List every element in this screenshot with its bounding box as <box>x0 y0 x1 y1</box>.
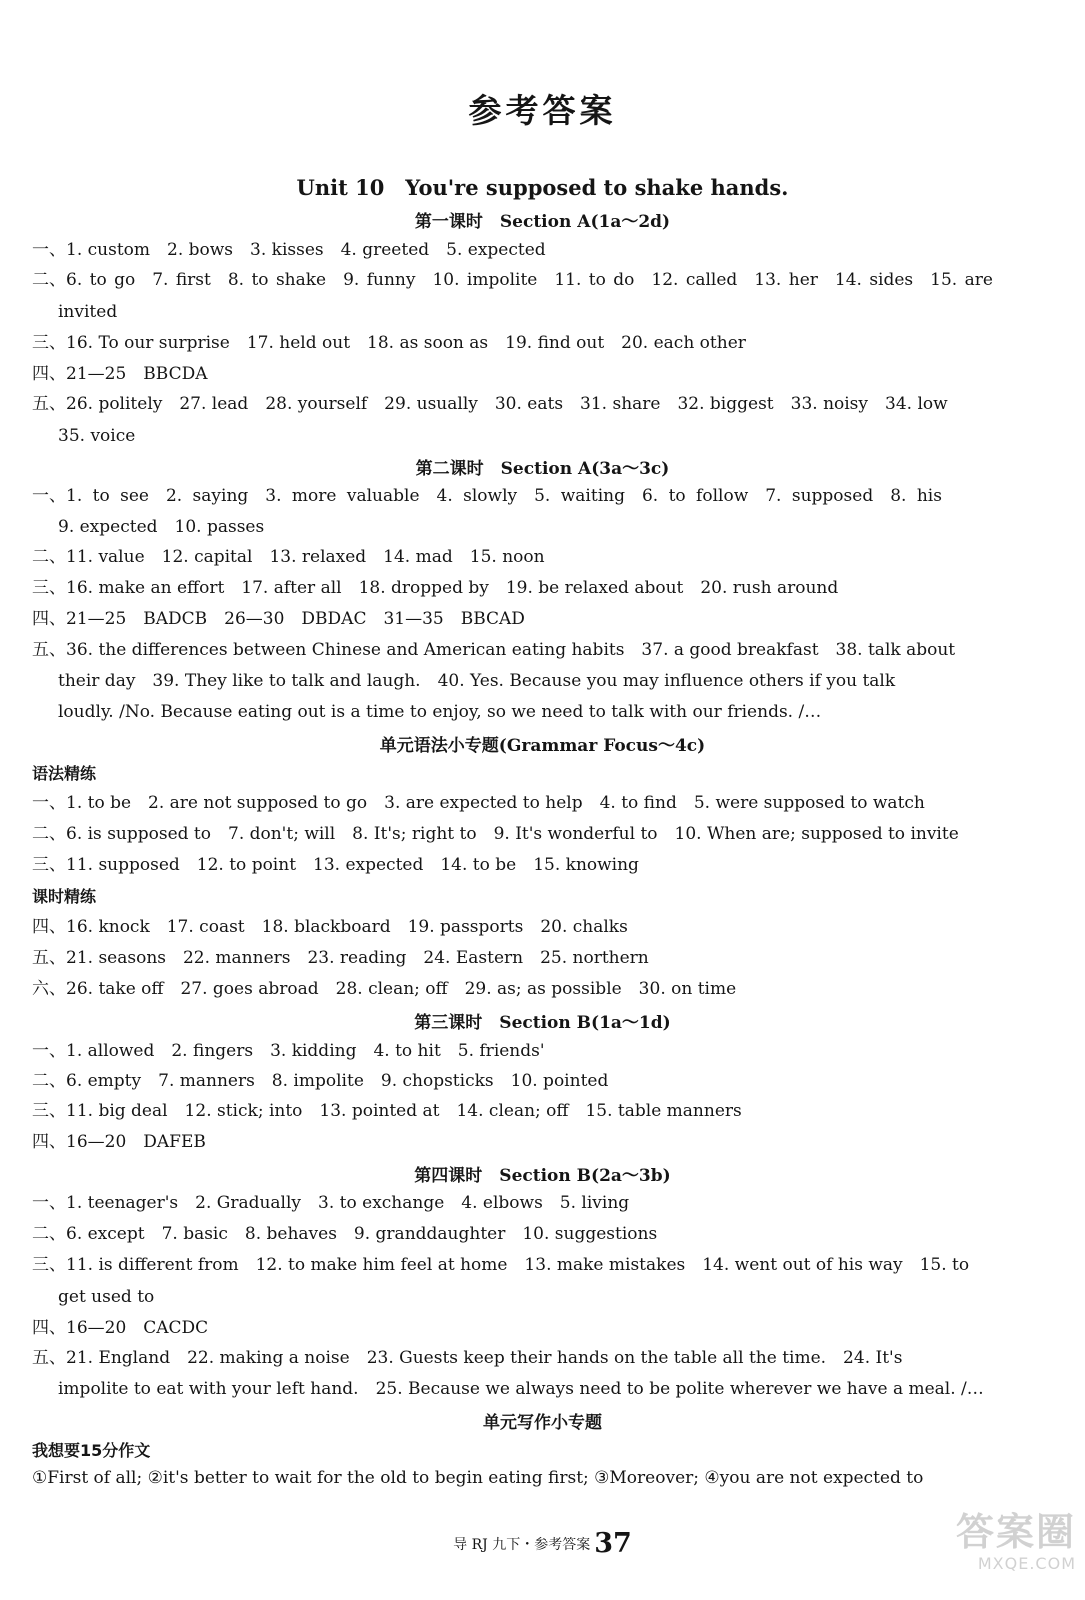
answer-line: 一、1. teenager's 2. Gradually 3. to exchange 4. elbows 5. living <box>32 1193 630 1213</box>
answer-line: 三、16. make an effort 17. after all 18. dropped by 19. be relaxed about 20. rush around <box>32 578 839 598</box>
answer-line: 二、11. value 12. capital 13. relaxed 14. mad 15. noon <box>32 547 545 567</box>
answer-line: 五、26. politely 27. lead 28. yourself 29. usually 30. eats 31. share 32. biggest 33. noisy 34. low <box>32 394 948 414</box>
answer-line: 三、11. supposed 12. to point 13. expected 14. to be 15. knowing <box>32 855 639 875</box>
answer-line: 四、21—25 BBCDA <box>32 364 208 384</box>
answer-line: 一、1. custom 2. bows 3. kisses 4. greeted 5. expected <box>32 240 546 260</box>
answer-line: 二、6. is supposed to 7. don't; will 8. It's; right to 9. It's wonderful to 10. When are; supposed to invite <box>32 824 959 844</box>
section-heading: 单元写作小专题 <box>483 1413 602 1433</box>
watermark-logo <box>932 1510 1076 1588</box>
answer-line: 一、1. to be 2. are not supposed to go 3. are expected to help 4. to find 5. were supposed to watch <box>32 793 925 813</box>
section-heading: 单元语法小专题(Grammar Focus～4c) <box>379 736 706 756</box>
page-footer <box>0 1528 1085 1559</box>
answer-line: 一、1. allowed 2. fingers 3. kidding 4. to hit 5. friends' <box>32 1041 545 1061</box>
answer-line: 9. expected 10. passes <box>58 517 265 537</box>
answer-line: 四、21—25 BADCB 26—30 DBDAC 31—35 BBCAD <box>32 609 525 629</box>
answer-line: ①First of all; ②it's better to wait for the old to begin eating first; ③Moreover; ④you are not expected to <box>32 1468 924 1488</box>
answer-line: 二、6. to go 7. first 8. to shake 9. funny 10. impolite 11. to do 12. called 13. her 14. sides 15. are <box>32 270 993 290</box>
answer-line: 五、21. seasons 22. manners 23. reading 24. Eastern 25. northern <box>32 948 649 968</box>
answer-line: 35. voice <box>58 426 136 446</box>
subheading: 我想要15分作文 <box>32 1441 151 1460</box>
watermark-url: MXQE.COM <box>977 1554 1076 1573</box>
answer-line: loudly. /No. Because eating out is a time to enjoy, so we need to talk with our friends. /… <box>58 702 822 722</box>
section-heading: 第一课时 Section A(1a～2d) <box>414 212 671 232</box>
subheading: 课时精练 <box>32 887 97 906</box>
answer-line: 三、16. To our surprise 17. held out 18. as soon as 19. find out 20. each other <box>32 333 746 353</box>
answer-line: 四、16—20 DAFEB <box>32 1132 206 1152</box>
answer-line: 二、6. except 7. basic 8. behaves 9. granddaughter 10. suggestions <box>32 1224 658 1244</box>
answer-line: impolite to eat with your left hand. 25. Because we always need to be polite wherever we have a meal. /… <box>58 1379 984 1399</box>
answer-line: 一、1. to see 2. saying 3. more valuable 4. slowly 5. waiting 6. to follow 7. supposed 8. his <box>32 486 942 506</box>
answer-line: invited <box>58 302 118 322</box>
page-title: 参考答案 <box>468 91 617 130</box>
answer-line: 六、26. take off 27. goes abroad 28. clean; off 29. as; as possible 30. on time <box>32 979 737 999</box>
section-heading: 第三课时 Section B(1a～1d) <box>414 1013 671 1033</box>
answer-line: 五、36. the differences between Chinese and American eating habits 37. a good breakfast 38. talk about <box>32 640 956 660</box>
section-heading: 第二课时 Section A(3a～3c) <box>415 459 670 479</box>
answer-line: 三、11. is different from 12. to make him feel at home 13. make mistakes 14. went out of his way 15. to <box>32 1255 970 1275</box>
page-number: 37 <box>594 1528 632 1559</box>
answer-line: 二、6. empty 7. manners 8. impolite 9. chopsticks 10. pointed <box>32 1071 609 1091</box>
answer-line: 四、16. knock 17. coast 18. blackboard 19. passports 20. chalks <box>32 917 628 937</box>
footer-label: 导 RJ 九下・参考答案 <box>453 1537 591 1553</box>
answer-line: 四、16—20 CACDC <box>32 1318 209 1338</box>
watermark-text: 答案圈 <box>955 1510 1076 1554</box>
section-heading: 第四课时 Section B(2a～3b) <box>414 1166 671 1186</box>
answer-line: 三、11. big deal 12. stick; into 13. pointed at 14. clean; off 15. table manners <box>32 1101 742 1121</box>
unit-title: Unit 10 You're supposed to shake hands. <box>296 175 789 200</box>
answer-line: their day 39. They like to talk and laugh. 40. Yes. Because you may influence others if you talk <box>58 671 896 691</box>
answer-line: get used to <box>58 1287 155 1307</box>
subheading: 语法精练 <box>32 764 97 783</box>
answer-line: 五、21. England 22. making a noise 23. Guests keep their hands on the table all the time. 24. It's <box>32 1348 903 1368</box>
